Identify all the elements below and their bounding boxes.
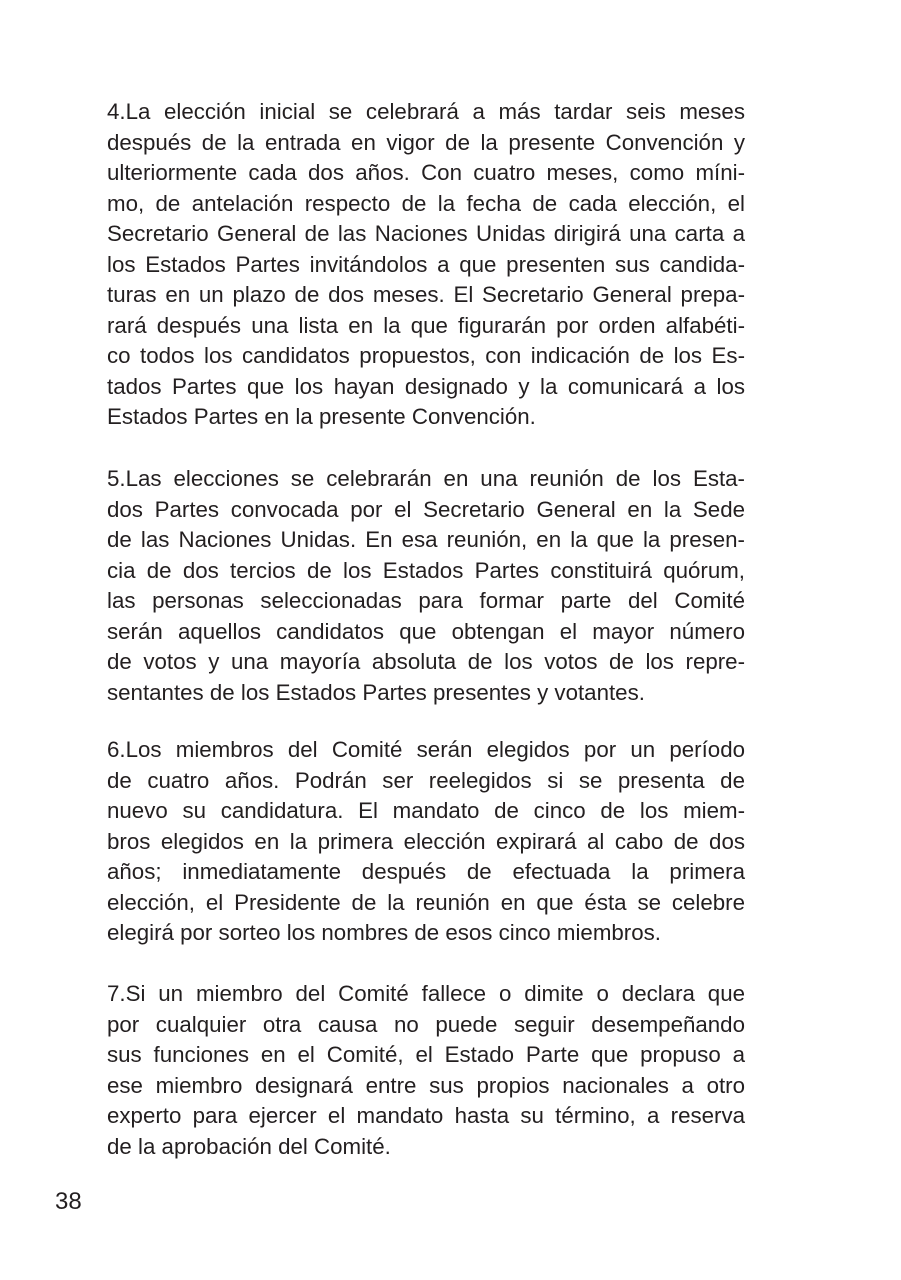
paragraph-5 bbox=[107, 464, 745, 708]
text-line: cia de dos tercios de los Estados Partes constituirá quórum, bbox=[107, 557, 745, 583]
text-line: de votos y una mayoría absoluta de los votos de los repre- bbox=[107, 649, 745, 674]
text-line: las personas seleccionadas para formar parte del Comité bbox=[107, 588, 745, 613]
text-line: Secretario General de las Naciones Unidas dirigirá una carta a bbox=[107, 221, 745, 246]
text-line: nuevo su candidatura. El mandato de cinco de los miem- bbox=[107, 798, 745, 823]
text-line: Estados Partes en la presente Convención. bbox=[107, 404, 536, 429]
text-line: ese miembro designará entre sus propios nacionales a otro bbox=[107, 1072, 745, 1098]
text-line: mo, de antelación respecto de la fecha de cada elección, el bbox=[107, 190, 745, 216]
text-line: dos Partes convocada por el Secretario General en la Sede bbox=[107, 496, 745, 522]
text-line: sus funciones en el Comité, el Estado Parte que propuso a bbox=[107, 1042, 745, 1067]
paragraph-6 bbox=[107, 735, 745, 949]
text-line: elegirá por sorteo los nombres de esos cinco miembros. bbox=[107, 920, 661, 945]
text-line: 5.Las elecciones se celebrarán en una reunión de los Esta- bbox=[107, 466, 745, 491]
text-line: tados Partes que los hayan designado y la comunicará a los bbox=[107, 373, 745, 399]
text-line: de las Naciones Unidas. En esa reunión, en la que la presen- bbox=[107, 527, 745, 552]
text-line: serán aquellos candidatos que obtengan el mayor número bbox=[107, 618, 745, 644]
text-line: de cuatro años. Podrán ser reelegidos si se presenta de bbox=[107, 767, 745, 793]
text-line: 4.La elección inicial se celebrará a más tardar seis meses bbox=[107, 99, 745, 124]
paragraph-4 bbox=[107, 97, 745, 433]
text-line: por cualquier otra causa no puede seguir desempeñando bbox=[107, 1011, 745, 1037]
page-number: 38 bbox=[55, 1188, 82, 1215]
text-line: experto para ejercer el mandato hasta su término, a reserva bbox=[107, 1103, 745, 1128]
text-line: 7.Si un miembro del Comité fallece o dimite o declara que bbox=[107, 981, 745, 1006]
text-line: rará después una lista en la que figurarán por orden alfabéti- bbox=[107, 312, 745, 338]
text-line: ulteriormente cada dos años. Con cuatro meses, como míni- bbox=[107, 160, 745, 185]
text-line: bros elegidos en la primera elección expirará al cabo de dos bbox=[107, 828, 745, 854]
text-line: 6.Los miembros del Comité serán elegidos por un período bbox=[107, 737, 745, 762]
text-line: elección, el Presidente de la reunión en que ésta se celebre bbox=[107, 889, 745, 915]
text-line: de la aprobación del Comité. bbox=[107, 1133, 391, 1159]
text-line: después de la entrada en vigor de la presente Convención y bbox=[107, 129, 745, 155]
text-line: co todos los candidatos propuestos, con indicación de los Es- bbox=[107, 343, 745, 368]
text-line: años; inmediatamente después de efectuada la primera bbox=[107, 859, 745, 884]
text-line: los Estados Partes invitándolos a que presenten sus candida- bbox=[107, 251, 745, 277]
paragraph-7 bbox=[107, 979, 745, 1162]
text-line: sentantes de los Estados Partes presentes y votantes. bbox=[107, 679, 645, 705]
text-line: turas en un plazo de dos meses. El Secretario General prepa- bbox=[107, 282, 745, 307]
